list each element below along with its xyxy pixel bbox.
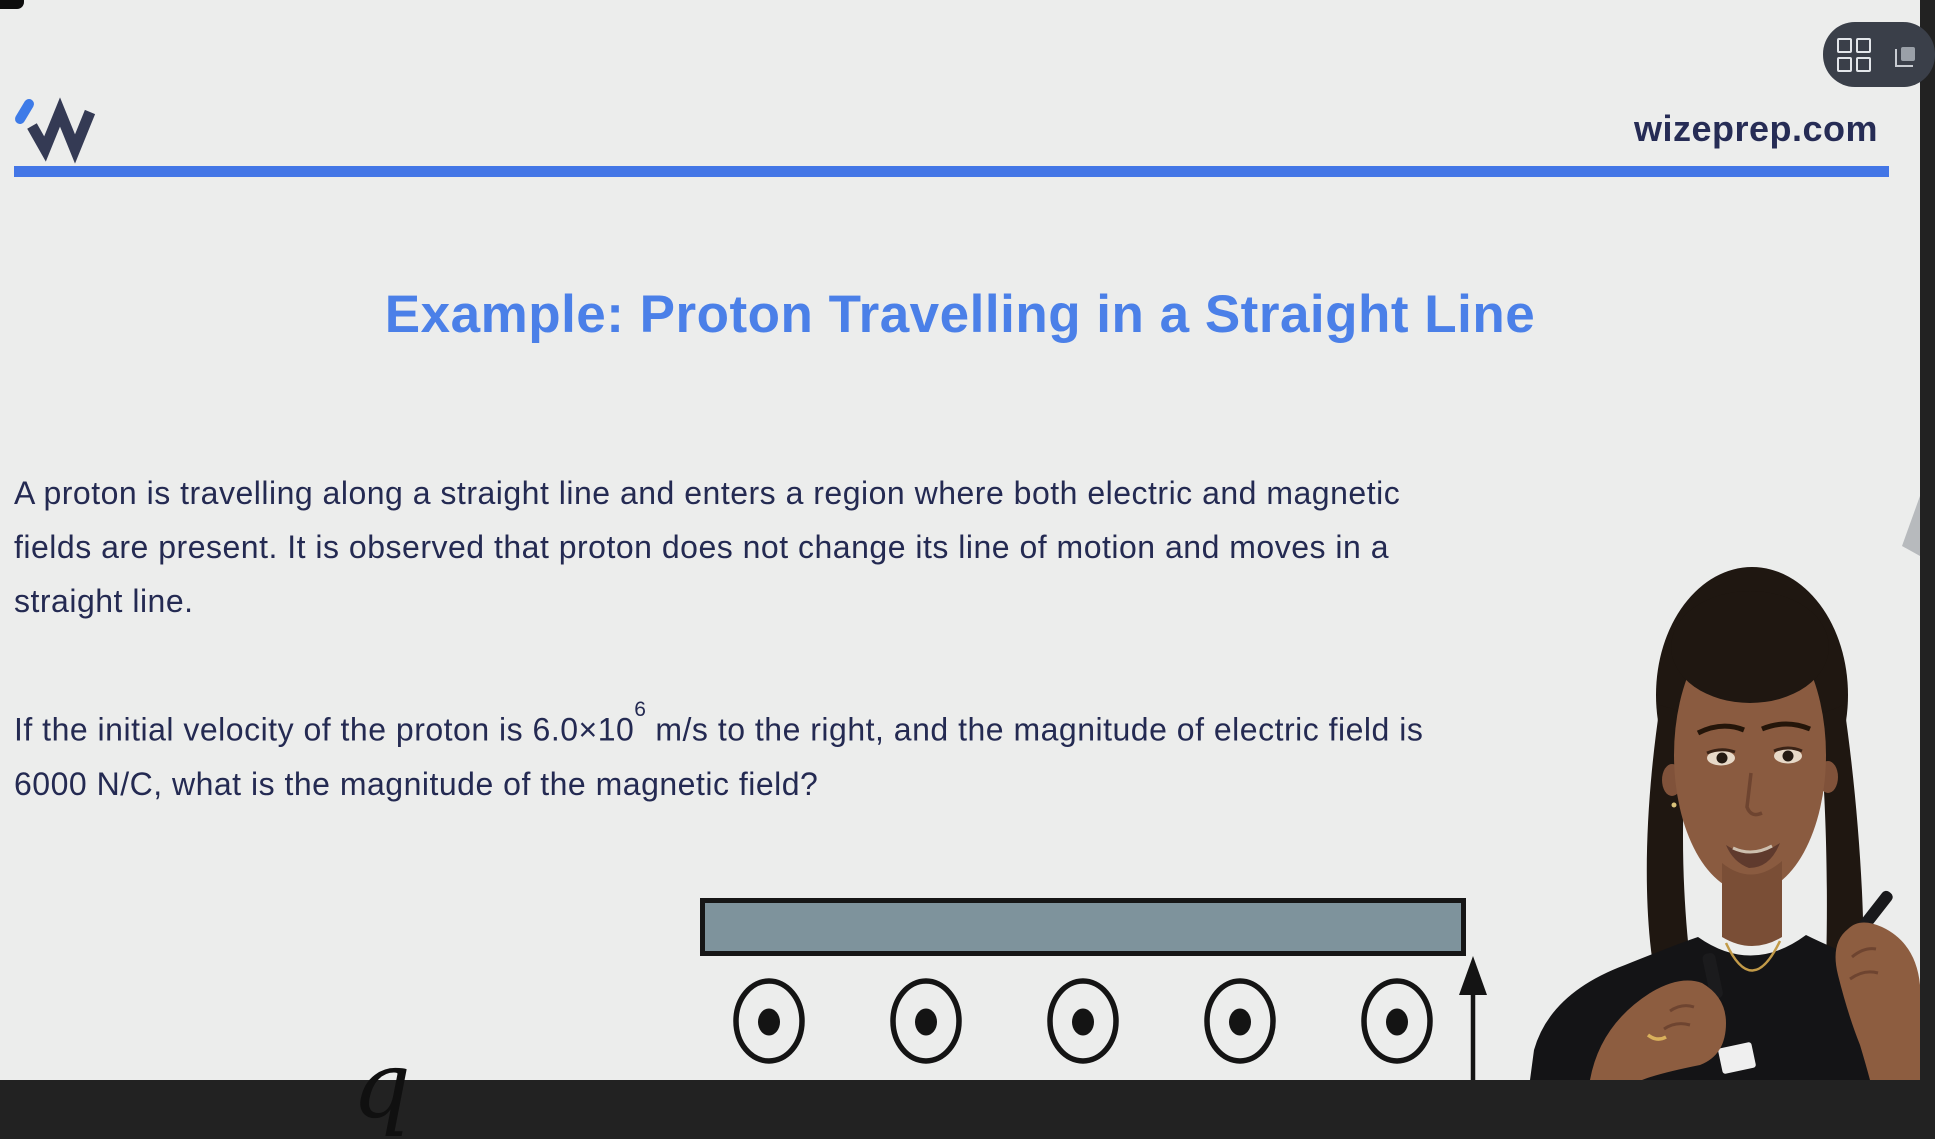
problem-paragraph-1 (14, 466, 1400, 628)
instructor-webcam-cutout (1530, 545, 1920, 1080)
wizeprep-w-logo-icon (12, 96, 98, 161)
charge-label: q (352, 1032, 411, 1139)
problem-line: straight line. (14, 583, 194, 619)
b-field-out-of-page-icon (736, 981, 802, 1061)
charged-plate (700, 898, 1466, 956)
miniplayer-icon[interactable] (1895, 47, 1915, 67)
exponent: 6 (634, 698, 646, 721)
problem-line: 6000 N/C, what is the magnitude of the magnetic field? (14, 765, 819, 802)
up-arrow-icon (1459, 956, 1487, 1080)
player-controls-pill (1823, 22, 1935, 87)
grid-apps-icon[interactable] (1837, 38, 1875, 76)
slide-title: Example: Proton Travelling in a Straight Line (384, 285, 1536, 344)
b-field-out-of-page-icon (1364, 981, 1430, 1061)
problem-paragraph-2 (14, 696, 1423, 811)
b-field-out-of-page-icon (893, 981, 959, 1061)
problem-line: If the initial velocity of the proton is $6.0\times 10^6$ m/s to the right, and the magnitude of electric field is (14, 698, 1424, 748)
problem-line: fields are present. It is observed that proton does not change its line of motion and moves in a (14, 529, 1389, 565)
b-field-out-of-page-icon (1050, 981, 1116, 1061)
problem-line: A proton is travelling along a straight line and enters a region where both electric and magnetic (14, 475, 1401, 511)
b-field-out-of-page-icon (1207, 981, 1273, 1061)
header-divider-rule (14, 166, 1889, 177)
diagram-svg (690, 952, 1510, 1080)
screen-corner-mark (0, 0, 24, 9)
site-url: wizeprep.com (1633, 108, 1878, 149)
